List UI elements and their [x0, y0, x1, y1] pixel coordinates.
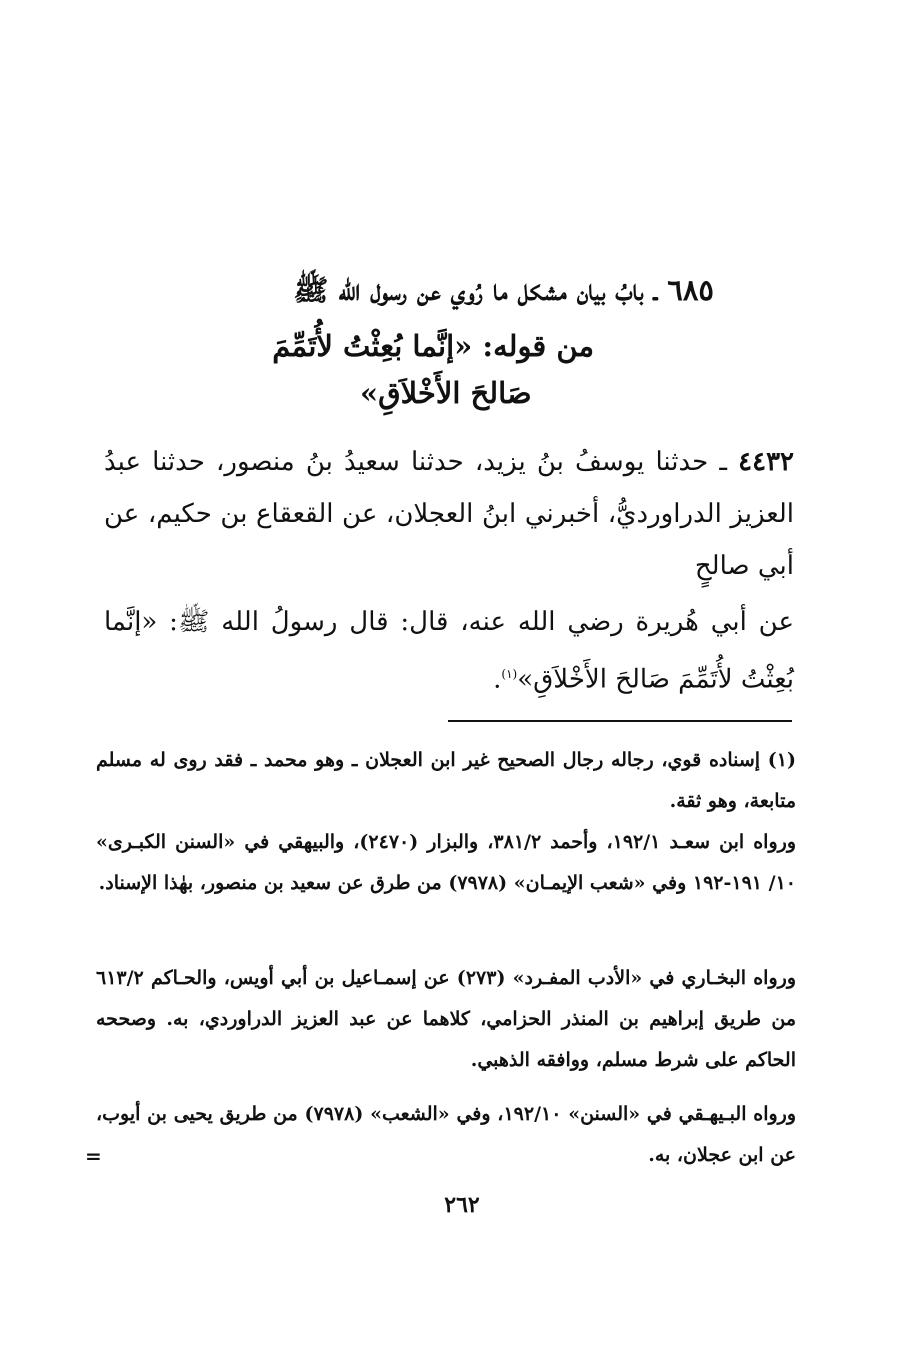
hadith-matn [104, 596, 794, 706]
chapter-heading-line3: صَالحَ الأَخْلاَقِ» [360, 376, 532, 410]
footnote-para-4: ورواه البـيهـقي في «السنن» ١٩٢/١٠، وفي «الشعب» (٧٩٧٨) من طريق يحيى بن أيوب، عن ابن عجلان، به. [96, 1103, 797, 1166]
hadith-end: . [493, 664, 502, 695]
page-number: ٢٦٢ [444, 1192, 480, 1218]
footnote-para-2: ورواه ابن سعـد ١٩٢/١، وأحمد ٣٨١/٢، والبزار (٢٤٧٠)، والبيهقي في «السنن الكبـرى» ١٠/ ١٩١-١٩٢ وفي «شعب الإيمـان» (٧٩٧٨) من طرق عن سعيد بن منصور، بهٰذا الإسناد. [96, 831, 796, 894]
footnote-marker: (١) [501, 667, 518, 681]
footnote-separator [448, 720, 792, 722]
footnote-1: (١) إسناده قوي، رجاله رجال الصحيح غير ابن العجلان ـ وهو محمد ـ فقد روى له مسلم متابعة، وهو ثقة. [96, 749, 796, 812]
chapter-heading-line2: من قوله: «إنَّما بُعِثْتُ لأُتَمِّمَ [272, 329, 594, 363]
hadith-isnad-text: ـ حدثنا يوسفُ بنُ يزيد، حدثنا سعيدُ بنُ منصور، حدثنا عبدُ العزيز الدراورديُّ، أخبرني ابنُ العجلان، عن القعقاع بن حكيم، عن أبي صالحٍ [104, 447, 794, 581]
footnote-para-3: ورواه البخـاري في «الأدب المفـرد» (٢٧٣) عن إسمـاعيل بن أبي أويس، والحـاكم ٦١٣/٢ من طريق إبراهيم بن المنذر الحزامي، كلاهما عن عبد العزيز الدراوردي، به. وصححه الحاكم على شرط مسلم، ووافقه الذهبي. [96, 967, 796, 1071]
chapter-heading-line1: ٦٨٥ ـ بابُ بيان مشكل ما رُوي عن رسول الله ﷺ [293, 273, 714, 307]
hadith-matn-text: عن أبي هُريرة رضي الله عنه، قال: قال رسولُ الله ﷺ: «إنَّما بُعِثْتُ لأُتَمِّمَ صَالحَ الأَخْلاَقِ» [104, 607, 794, 695]
hadith-number: ٤٤٣٢ [738, 447, 794, 477]
hadith-isnad [104, 436, 794, 592]
continuation-mark: = [85, 1144, 102, 1168]
